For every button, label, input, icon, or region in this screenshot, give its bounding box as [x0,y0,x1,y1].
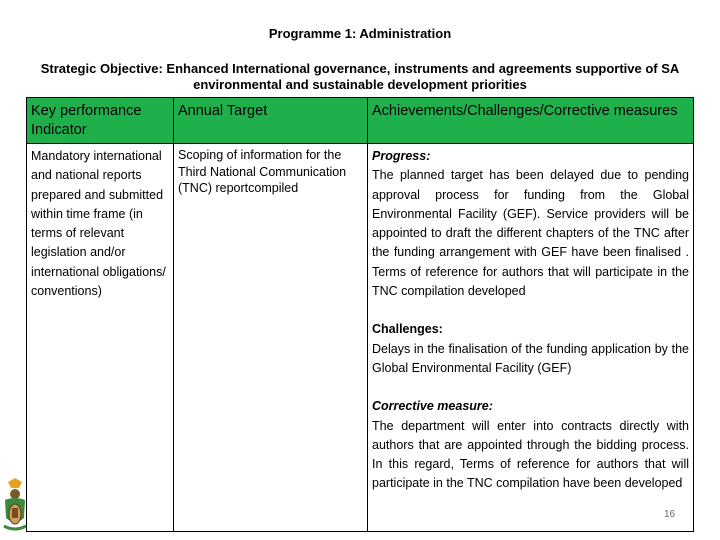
page-number: 16 [664,509,676,520]
header-kpi: Key performance Indicator [27,98,174,144]
annual-target-cell: Scoping of information for the Third National Communication (TNC) reportcompiled [174,144,368,532]
achievements-cell [368,144,694,532]
progress-text: The planned target has been delayed due to pending approval process for funding from the Global Environmental Facility (GEF). Service providers will be appointed to draft the different chapters of the TNC after the funding arrangement with GEF have been finalised . Terms of reference for authors that will participate in the TNC compilation developed [372,168,689,299]
corrective-label: Corrective measure: [372,399,493,414]
table-row [27,144,694,532]
header-annual-target: Annual Target [174,98,368,144]
corrective-text: The department will enter into contracts directly with authors that are appointed through the bidding process. In this regard, Terms of reference for authors that will participate in the TNC compilation have been developed [372,418,689,491]
kpi-cell: Mandatory international and national reports prepared and submitted within time frame (in terms of relevant legislation and/or international obligations/ conventions) [27,144,174,532]
challenges-text: Delays in the finalisation of the funding application by the Global Environmental Facility (GEF) [372,341,689,375]
progress-label: Progress: [372,149,431,163]
page-title: Programme 1: Administration [268,26,452,41]
coat-of-arms-logo [2,478,28,534]
strategic-objective: Strategic Objective: Enhanced International governance, instruments and agreements supportive of SA environmental and sustainable development priorities [40,61,680,92]
table-header-row [27,98,694,144]
header-achievements: Achievements/Challenges/Corrective measures [368,98,694,144]
kpi-table [26,97,694,532]
challenges-label: Challenges: [372,322,443,337]
